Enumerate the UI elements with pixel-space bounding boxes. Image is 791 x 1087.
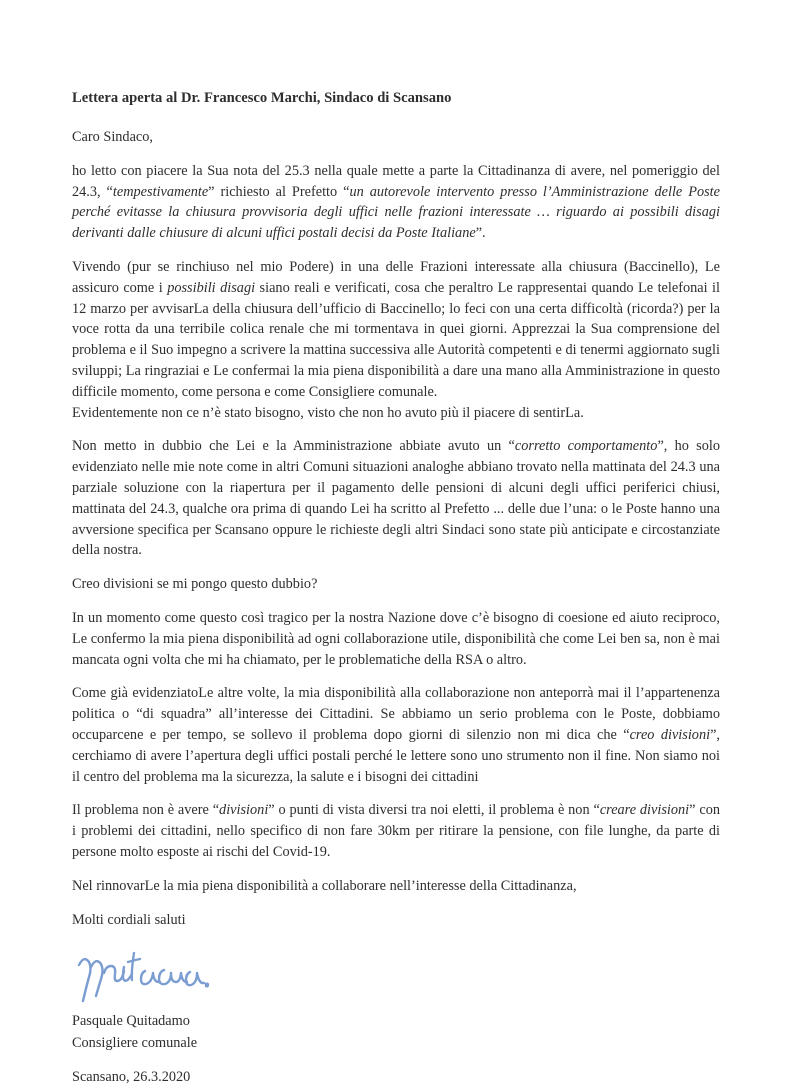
italic-quote: creo divisioni [629,726,711,743]
text-run: ” o punti di vista diversi tra noi eletti, il problema è non “ [268,802,600,819]
paragraph-6 [72,683,720,787]
place-date: Scansano, 26.3.2020 [72,1069,191,1086]
sender-name: Pasquale Quitadamo [72,1013,190,1030]
letter-title: Lettera aperta al Dr. Francesco Marchi, Sindaco di Scansano [72,90,452,106]
italic-quote: creare divisioni [599,802,690,819]
paragraph-2 [72,257,720,423]
paragraph-5: In un momento come questo così tragico per la nostra Nazione dove c’è bisogno di coesione ed aiuto reciproco, Le confermo la mia piena disponibilità ad ogni collaborazione utile, disponibilità che come Lei ben sa, non è mai mancata ogni volta che mi ha chiamato, per le problematiche della RSA o altro. [72,609,720,668]
text-run: ”, ho solo evidenziato nelle mie note come in altri Comuni situazioni analoghe abbiano trovato nella mattinata del 24.3 una parziale soluzione con la riapertura per il pagamento delle pensioni di alcuni degli uffici periferici chiusi, mattinata del 24.3, qualche ora prima di quando Lei ha scritto al Prefetto ... delle due l’una: o le Poste hanno una avversione specifica per Scansano oppure le richieste degli altri Sindaci sono state più anticipate e circostanziate della nostra. [72,438,721,559]
italic-quote: possibili disagi [167,279,256,296]
text-run: ”, cerchiamo di avere l’apertura degli uffici postali perché le lettere sono uno strumento non il fine. Non siamo noi il centro del problema ma la sicurezza, la salute e i bisogni dei cittadini [72,726,720,785]
text-run: Come già evidenziatoLe altre volte, la mia disponibilità alla collaborazione non anteporrà mai il l’appartenenza politica o “di squadra” all’interesse dei Cittadini. Se abbiamo un serio problema con le Poste, dobbiamo occuparcene e per tempo, se sollevo il problema dopo giorni di silenzio non mi dica che “ [72,685,720,743]
text-run: Vivendo (pur se rinchiuso nel mio Podere) in una delle Frazioni interessate alla chiusura (Baccinello), Le assicuro come i [72,258,720,296]
italic-quote: tempestivamente [112,183,209,200]
text-run: ” con i problemi dei cittadini, nello specifico di non fare 30km per ritirare la pensione, con file lunghe, da parte di persone molto esposte ai rischi del Covid-19. [72,802,720,860]
paragraph-3 [72,436,720,561]
text-run: Non metto in dubbio che Lei e la Amministrazione abbiate avuto un “ [72,438,515,455]
text-run: siano reali e verificati, cosa che peraltro Le rappresentai quando Le telefonai il 12 marzo per avvisarLa della chiusura dell’ufficio di Baccinello; lo feci con una certa difficoltà (ricorda?) per la voce rotta da una terribile colica renale che mi tormentava in quei giorni. Apprezzai la Sua comprensione del problema e il Suo impegno a scrivere la mattina successiva alle Autorità competenti e di tenermi aggiornato sugli sviluppi; La ringraziai e Le confermai la mia piena disponibilità a dare una mano alla Amministrazione in questo difficile momento, come persona e come Consigliere comunale. [72,279,720,400]
paragraph-1 [72,161,720,244]
paragraph-7 [72,800,720,862]
salutation: Caro Sindaco, [72,129,153,145]
italic-quote: divisioni [219,802,269,819]
text-run: ho letto con piacere la Sua nota del 25.3 nella quale mette a parte la Cittadinanza di avere, nel pomeriggio del 24.3, “ [72,162,720,200]
sender-role: Consigliere comunale [72,1035,198,1052]
text-run: ”. [475,225,486,242]
paragraph-8: Nel rinnovarLe la mia piena disponibilità a collaborare nell’interesse della Cittadinanza, [72,877,577,894]
text-run: ” richiesto al Prefetto “ [208,183,350,200]
paragraph-4: Creo divisioni se mi pongo questo dubbio? [72,576,318,593]
italic-quote: corretto comportamento [514,438,658,455]
text-run: Evidentemente non ce n’è stato bisogno, visto che non ho avuto più il piacere di sentirLa. [72,404,584,421]
handwritten-signature-icon [72,943,212,1005]
italic-quote: un autorevole intervento presso l’Amministrazione delle Poste perché evitasse la chiusura provvisoria degli uffici nelle frazioni interessate … riguardo ai possibili disagi derivanti dalle chiusure di alcuni uffici postali decisi da Poste Italiane [72,183,720,242]
text-run: Il problema non è avere “ [72,802,220,819]
paragraph-9: Molti cordiali saluti [72,911,186,928]
signature-block [72,943,720,1005]
